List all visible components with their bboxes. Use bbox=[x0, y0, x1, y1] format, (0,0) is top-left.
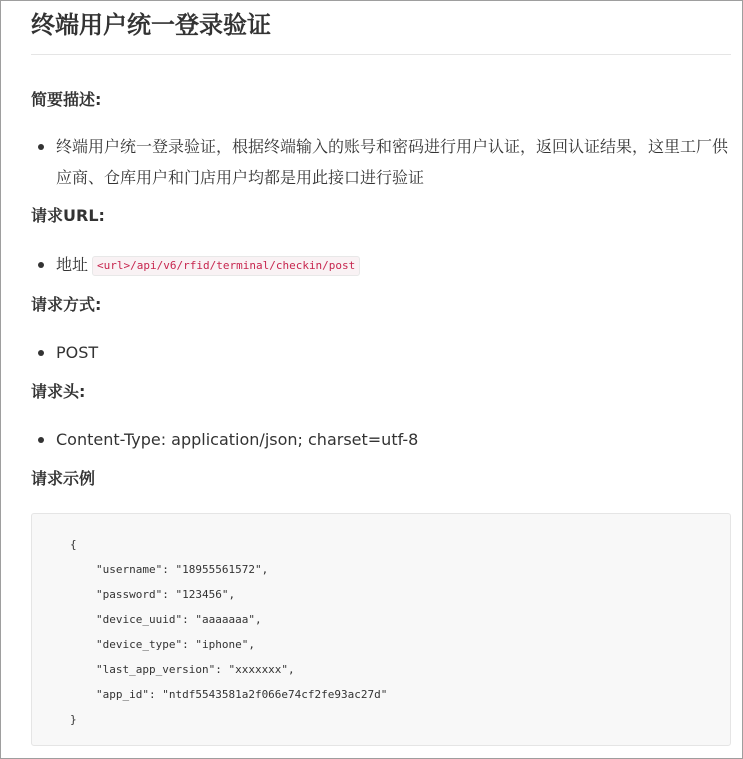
url-label: 地址 bbox=[56, 255, 89, 274]
code-line-app-id: "app_id": "ntdf5543581a2f066e74cf2fe93ac27d" bbox=[96, 688, 388, 701]
code-line-last-app-version: "last_app_version": "xxxxxxx", bbox=[96, 663, 295, 676]
page-title: 终端用户统一登录验证 bbox=[31, 1, 731, 55]
document-page bbox=[31, 1, 731, 726]
url-item bbox=[31, 249, 731, 280]
description-list bbox=[31, 131, 731, 193]
code-line-password: "password": "123456", bbox=[96, 588, 236, 601]
method-list bbox=[31, 337, 731, 368]
method-heading: 请求方式: bbox=[31, 295, 102, 314]
code-line-device-uuid: "device_uuid": "aaaaaaa", bbox=[96, 613, 262, 626]
headers-value: Content-Type: application/json; charset=utf-8 bbox=[31, 424, 731, 455]
headers-list bbox=[31, 424, 731, 455]
code-open-brace: { bbox=[70, 538, 77, 551]
headers-heading: 请求头: bbox=[31, 382, 86, 401]
code-line-username: "username": "18955561572", bbox=[96, 563, 269, 576]
url-list bbox=[31, 249, 731, 280]
example-code-block bbox=[31, 513, 731, 746]
url-heading: 请求URL: bbox=[31, 206, 105, 225]
url-code: <url>/api/v6/rfid/terminal/checkin/post bbox=[92, 256, 360, 276]
method-value: POST bbox=[31, 337, 731, 368]
description-text: 终端用户统一登录验证，根据终端输入的账号和密码进行用户认证，返回认证结果，这里工厂供应商、仓库用户和门店用户均都是用此接口进行验证 bbox=[31, 131, 731, 193]
example-heading: 请求示例 bbox=[31, 469, 96, 488]
description-heading: 简要描述: bbox=[31, 90, 102, 109]
code-line-device-type: "device_type": "iphone", bbox=[96, 638, 255, 651]
code-close-brace: } bbox=[70, 713, 77, 726]
